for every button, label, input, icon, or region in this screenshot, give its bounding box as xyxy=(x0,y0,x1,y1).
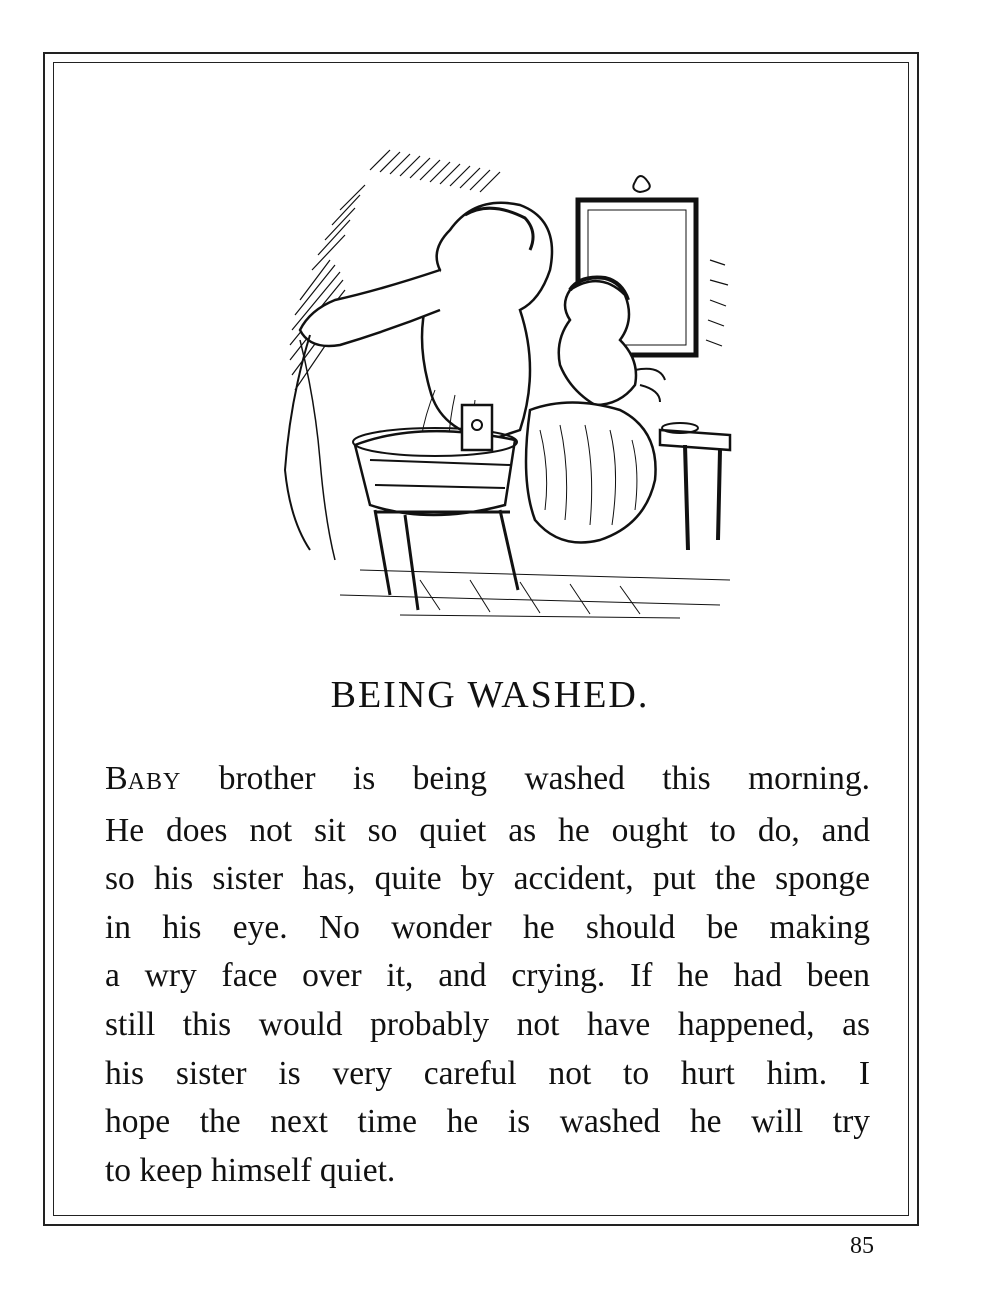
stool xyxy=(375,510,518,610)
body-paragraph xyxy=(105,755,870,1195)
engraving-illustration xyxy=(240,140,740,625)
body-line-3: so his sister has, quite by accident, put the sponge xyxy=(105,860,870,898)
page-title: BEING WASHED. xyxy=(330,674,650,716)
page-number: 85 xyxy=(850,1233,874,1259)
body-line-6: still this would probably not have happened, as xyxy=(105,1005,870,1043)
line-1-rest: brother is being washed this morning. xyxy=(181,760,870,797)
small-caps-word: ABY xyxy=(127,769,182,795)
body-line-9: to keep himself quiet. xyxy=(105,1151,396,1189)
body-line-8: hope the next time he is washed he will try xyxy=(105,1103,870,1141)
body-line-7: his sister is very careful not to hurt him. I xyxy=(105,1054,870,1092)
body-line-1 xyxy=(105,755,870,807)
body-line-4: in his eye. No wonder he should be making xyxy=(105,908,870,946)
body-line-5: a wry face over it, and crying. If he had been xyxy=(105,957,870,995)
body-line-2: He does not sit so quiet as he ought to do, and xyxy=(105,811,870,849)
drop-initial: B xyxy=(105,760,128,797)
baby-figure xyxy=(559,281,636,405)
